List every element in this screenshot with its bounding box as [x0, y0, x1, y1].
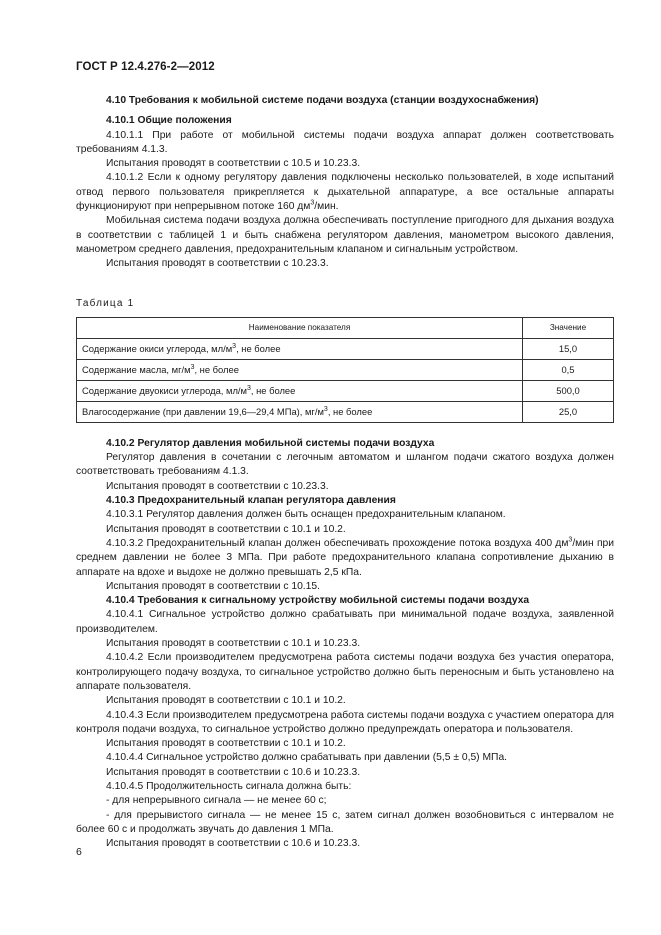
table-1	[76, 317, 614, 423]
paragraph: Испытания проводят в соответствии с 10.23.3.	[106, 258, 329, 270]
paragraph: Испытания проводят в соответствии с 10.15.	[106, 580, 320, 592]
table-cell-value: 0,5	[523, 359, 614, 380]
paragraph: 4.10.3.1 Регулятор давления должен быть оснащен предохранительным клапаном.	[106, 509, 506, 521]
table-row	[77, 338, 614, 359]
paragraph: Испытания проводят в соответствии с 10.1 и 10.2.	[106, 738, 346, 750]
page-number: 6	[76, 846, 82, 858]
table-header-row	[77, 317, 614, 338]
paragraph: 4.10.1.1 При работе от мобильной системы подачи воздуха аппарат должен соответствовать требованиям 4.1.3.	[76, 129, 614, 155]
paragraph: Испытания проводят в соответствии с 10.1 и 10.23.3.	[106, 638, 361, 650]
paragraph: 4.10.4.4 Сигнальное устройство должно срабатывать при давлении (5,5 ± 0,5) МПа.	[106, 752, 508, 764]
column-header: Наименование показателя	[77, 317, 523, 338]
section-title: 4.10 Требования к мобильной системе подачи воздуха (станции воздухоснабжения)	[106, 95, 539, 106]
list-item: - для прерывистого сигнала — не менее 15 с, затем сигнал должен возобновиться с интервалом не более 60 с и продолжать звучать до давления 1 МПа.	[76, 809, 614, 835]
table-cell: Содержание масла, $мг/м^3$, не более	[77, 359, 523, 380]
subsection-title: 4.10.3 Предохранительный клапан регулятора давления	[106, 495, 396, 507]
paragraph: 4.10.4.1 Сигнальное устройство должно срабатывать при минимальной подаче воздуха, заявленной производителем.	[76, 609, 614, 635]
paragraph: Регулятор давления в сочетании с легочным автоматом и шлангом подачи сжатого воздуха должен соответствовать требованиям 4.1.3.	[76, 452, 614, 478]
table-cell-value: 25,0	[523, 401, 614, 422]
subsection-title: 4.10.2 Регулятор давления мобильной системы подачи воздуха	[106, 437, 435, 449]
paragraph: 4.10.1.2 Если к одному регулятору давления подключены несколько пользователей, в ходе испытаний отвод первого пользователя прикрепляется к дыхательной аппаратуре, а все остальные аппараты функционируют при непрерывном потоке 160 $дм^3$/мин.	[76, 172, 614, 213]
paragraph: Испытания проводят в соответствии с 10.6 и 10.23.3.	[106, 766, 361, 778]
document-body	[76, 94, 614, 851]
table-row	[77, 359, 614, 380]
paragraph: 4.10.4.3 Если производителем предусмотрена работа системы подачи воздуха с участием оператора для контроля подачи воздуха, то сигнальное устройство должно предупреждать оператора и пользователя.	[76, 709, 614, 735]
paragraph: 4.10.3.2 Предохранительный клапан должен обеспечивать прохождение потока воздуха 400 $дм^3$/мин при среднем давлении не более 3 МПа. При работе предохранительного клапана сопротивление дыханию в аппарате на вдохе и выдохе не должно превышать 2,5 кПа.	[76, 536, 614, 578]
table-cell-value: 500,0	[523, 380, 614, 401]
paragraph: 4.10.4.2 Если производителем предусмотрена работа системы подачи воздуха без участия оператора, контролирующего подачу воздуха, то сигнальное устройство должно быть переносным и быть установлено на аппарате пользователя.	[76, 652, 614, 692]
table-caption: Таблица 1	[76, 297, 135, 309]
table-cell: Содержание окиси углерода, $мл/м^3$, не более	[77, 338, 523, 359]
table-cell: Влагосодержание (при давлении 19,6—29,4 МПа), $мг/м^3$, не более	[77, 401, 523, 422]
paragraph: Испытания проводят в соответствии с 10.5 и 10.23.3.	[106, 158, 361, 170]
column-header: Значение	[523, 317, 614, 338]
table-row	[77, 401, 614, 422]
paragraph: Испытания проводят в соответствии с 10.23.3.	[106, 480, 329, 492]
paragraph: 4.10.4.5 Продолжительность сигнала должна быть:	[106, 780, 352, 792]
paragraph: Испытания проводят в соответствии с 10.1 и 10.2.	[106, 523, 346, 535]
paragraph: Испытания проводят в соответствии с 10.6 и 10.23.3.	[106, 838, 361, 850]
subsection-title: 4.10.4 Требования к сигнальному устройству мобильной системы подачи воздуха	[106, 595, 530, 607]
subsection-title: 4.10.1 Общие положения	[106, 115, 232, 127]
list-item: - для непрерывного сигнала — не менее 60 с;	[106, 795, 327, 807]
table-row	[77, 380, 614, 401]
table-cell: Содержание двуокиси углерода, $мл/м^3$, не более	[77, 380, 523, 401]
paragraph: Испытания проводят в соответствии с 10.1 и 10.2.	[106, 695, 346, 707]
document-header: ГОСТ Р 12.4.276-2—2012	[76, 61, 215, 73]
table-cell-value: 15,0	[523, 338, 614, 359]
paragraph: Мобильная система подачи воздуха должна обеспечивать поступление пригодного для дыхания воздуха в соответствии с таблицей 1 и быть снабжена регулятором давления, манометром высокого давления, манометром среднего давления, предохранительным клапаном и сигнальным устройством.	[76, 215, 614, 255]
